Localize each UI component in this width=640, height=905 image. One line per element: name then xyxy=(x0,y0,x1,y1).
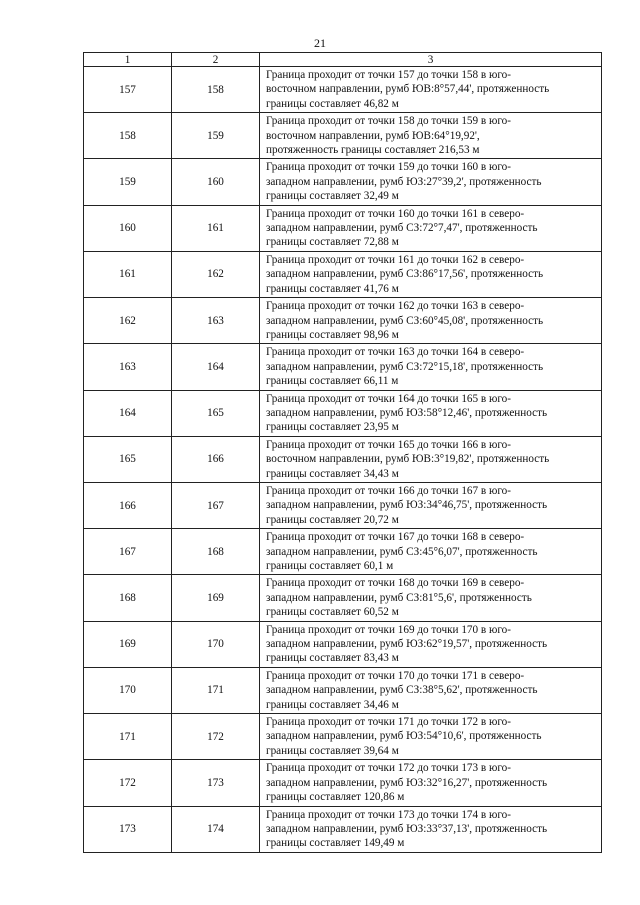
table-row xyxy=(84,251,602,297)
description-line: западном направлении, румб ЮЗ:27°39,2', протяженность xyxy=(266,175,542,188)
description-line: западном направлении, румб ЮЗ:32°16,27', протяженность xyxy=(266,776,548,789)
description-line: Граница проходит от точки 169 до точки 170 в юго- xyxy=(266,623,511,636)
end-point-cell: 169 xyxy=(172,575,260,621)
start-point-cell: 168 xyxy=(84,575,172,621)
description-cell xyxy=(260,113,602,159)
description-line: Граница проходит от точки 165 до точки 166 в юго- xyxy=(266,438,511,451)
description-cell xyxy=(260,390,602,436)
start-point-cell: 160 xyxy=(84,205,172,251)
description-cell xyxy=(260,806,602,852)
description-line: западном направлении, румб СЗ:81°5,6', протяженность xyxy=(266,591,532,604)
description-cell xyxy=(260,159,602,205)
description-line: Граница проходит от точки 162 до точки 163 в северо- xyxy=(266,300,525,313)
description-line: границы составляет 23,95 м xyxy=(266,421,399,434)
start-point-cell: 166 xyxy=(84,482,172,528)
description-line: границы составляет 72,88 м xyxy=(266,236,399,249)
table-row xyxy=(84,575,602,621)
description-line: западном направлении, румб ЮЗ:33°37,13', протяженность xyxy=(266,822,548,835)
end-point-cell: 162 xyxy=(172,251,260,297)
description-line: Граница проходит от точки 173 до точки 174 в юго- xyxy=(266,808,511,821)
end-point-cell: 168 xyxy=(172,529,260,575)
description-line: границы составляет 66,11 м xyxy=(266,375,399,388)
description-line: западном направлении, румб ЮЗ:54°10,6', протяженность xyxy=(266,730,542,743)
description-cell xyxy=(260,67,602,113)
end-point-cell: 163 xyxy=(172,298,260,344)
start-point-cell: 170 xyxy=(84,667,172,713)
table-row xyxy=(84,113,602,159)
description-cell xyxy=(260,344,602,390)
end-point-cell: 161 xyxy=(172,205,260,251)
description-line: Граница проходит от точки 171 до точки 172 в юго- xyxy=(266,716,511,729)
start-point-cell: 161 xyxy=(84,251,172,297)
end-point-cell: 167 xyxy=(172,482,260,528)
description-line: Граница проходит от точки 161 до точки 162 в северо- xyxy=(266,253,525,266)
description-line: границы составляет 34,43 м xyxy=(266,467,399,480)
description-line: западном направлении, румб ЮЗ:62°19,57', протяженность xyxy=(266,638,548,651)
description-cell xyxy=(260,436,602,482)
start-point-cell: 172 xyxy=(84,760,172,806)
column-header-1: 1 xyxy=(84,53,172,67)
description-cell xyxy=(260,482,602,528)
description-line: границы составляет 46,82 м xyxy=(266,97,399,110)
description-line: западном направлении, румб СЗ:72°15,18', протяженность xyxy=(266,360,544,373)
start-point-cell: 164 xyxy=(84,390,172,436)
description-line: западном направлении, румб СЗ:60°45,08', протяженность xyxy=(266,314,544,327)
start-point-cell: 157 xyxy=(84,67,172,113)
header-row xyxy=(84,53,602,67)
description-cell xyxy=(260,529,602,575)
description-line: Граница проходит от точки 164 до точки 165 в юго- xyxy=(266,392,511,405)
table-row xyxy=(84,482,602,528)
end-point-cell: 164 xyxy=(172,344,260,390)
description-cell xyxy=(260,251,602,297)
start-point-cell: 169 xyxy=(84,621,172,667)
description-line: западном направлении, румб СЗ:72°7,47', протяженность xyxy=(266,222,538,235)
end-point-cell: 160 xyxy=(172,159,260,205)
description-line: Граница проходит от точки 157 до точки 158 в юго- xyxy=(266,69,511,81)
description-cell xyxy=(260,298,602,344)
start-point-cell: 167 xyxy=(84,529,172,575)
end-point-cell: 166 xyxy=(172,436,260,482)
table-body xyxy=(84,67,602,853)
end-point-cell: 165 xyxy=(172,390,260,436)
end-point-cell: 158 xyxy=(172,67,260,113)
description-line: восточном направлении, румб ЮВ:3°19,82', протяженность xyxy=(266,453,550,466)
end-point-cell: 170 xyxy=(172,621,260,667)
description-line: протяженность границы составляет 216,53 м xyxy=(266,144,480,157)
end-point-cell: 159 xyxy=(172,113,260,159)
description-line: границы составляет 98,96 м xyxy=(266,328,399,341)
table-row xyxy=(84,205,602,251)
description-line: западном направлении, румб СЗ:86°17,56', протяженность xyxy=(266,268,544,281)
start-point-cell: 173 xyxy=(84,806,172,852)
table-row xyxy=(84,529,602,575)
description-line: границы составляет 39,64 м xyxy=(266,744,399,757)
table-row xyxy=(84,806,602,852)
page-number: 21 xyxy=(314,36,326,50)
end-point-cell: 174 xyxy=(172,806,260,852)
description-line: восточном направлении, румб ЮВ:64°19,92', xyxy=(266,129,480,142)
description-line: западном направлении, румб СЗ:38°5,62', протяженность xyxy=(266,684,538,697)
description-line: Граница проходит от точки 172 до точки 173 в юго- xyxy=(266,762,511,775)
description-line: Граница проходит от точки 166 до точки 167 в юго- xyxy=(266,484,511,497)
end-point-cell: 172 xyxy=(172,714,260,760)
description-line: границы составляет 20,72 м xyxy=(266,513,399,526)
description-line: границы составляет 120,86 м xyxy=(266,791,405,804)
description-line: восточном направлении, румб ЮВ:8°57,44', протяженность xyxy=(266,83,550,96)
table-row xyxy=(84,760,602,806)
table-row xyxy=(84,298,602,344)
description-cell xyxy=(260,575,602,621)
start-point-cell: 159 xyxy=(84,159,172,205)
table-row xyxy=(84,714,602,760)
description-line: Граница проходит от точки 167 до точки 168 в северо- xyxy=(266,531,525,544)
start-point-cell: 162 xyxy=(84,298,172,344)
end-point-cell: 173 xyxy=(172,760,260,806)
table-row xyxy=(84,344,602,390)
description-line: границы составляет 34,46 м xyxy=(266,698,399,711)
description-cell xyxy=(260,760,602,806)
description-line: границы составляет 32,49 м xyxy=(266,190,399,203)
description-line: западном направлении, румб ЮЗ:34°46,75', протяженность xyxy=(266,499,548,512)
start-point-cell: 165 xyxy=(84,436,172,482)
table-row xyxy=(84,390,602,436)
column-header-3: 3 xyxy=(260,53,602,67)
table-row xyxy=(84,159,602,205)
table-row xyxy=(84,436,602,482)
description-line: границы составляет 149,49 м xyxy=(266,837,405,850)
start-point-cell: 163 xyxy=(84,344,172,390)
description-cell xyxy=(260,205,602,251)
start-point-cell: 171 xyxy=(84,714,172,760)
boundary-table xyxy=(83,52,602,853)
start-point-cell: 158 xyxy=(84,113,172,159)
description-line: западном направлении, румб СЗ:45°6,07', протяженность xyxy=(266,545,538,558)
description-line: Граница проходит от точки 170 до точки 171 в северо- xyxy=(266,669,525,682)
description-line: Граница проходит от точки 163 до точки 164 в северо- xyxy=(266,346,525,359)
description-cell xyxy=(260,714,602,760)
description-line: границы составляет 60,52 м xyxy=(266,606,399,619)
description-line: границы составляет 83,43 м xyxy=(266,652,399,665)
description-line: Граница проходит от точки 168 до точки 169 в северо- xyxy=(266,577,525,590)
end-point-cell: 171 xyxy=(172,667,260,713)
description-line: Граница проходит от точки 159 до точки 160 в юго- xyxy=(266,161,511,174)
description-cell xyxy=(260,621,602,667)
description-line: границы составляет 60,1 м xyxy=(266,560,394,572)
column-header-2: 2 xyxy=(172,53,260,67)
table-row xyxy=(84,667,602,713)
description-line: Граница проходит от точки 158 до точки 159 в юго- xyxy=(266,115,511,128)
description-line: западном направлении, румб ЮЗ:58°12,46', протяженность xyxy=(266,406,548,419)
table-row xyxy=(84,67,602,113)
description-line: Граница проходит от точки 160 до точки 161 в северо- xyxy=(266,207,525,220)
table-row xyxy=(84,621,602,667)
description-cell xyxy=(260,667,602,713)
description-line: границы составляет 41,76 м xyxy=(266,282,399,295)
